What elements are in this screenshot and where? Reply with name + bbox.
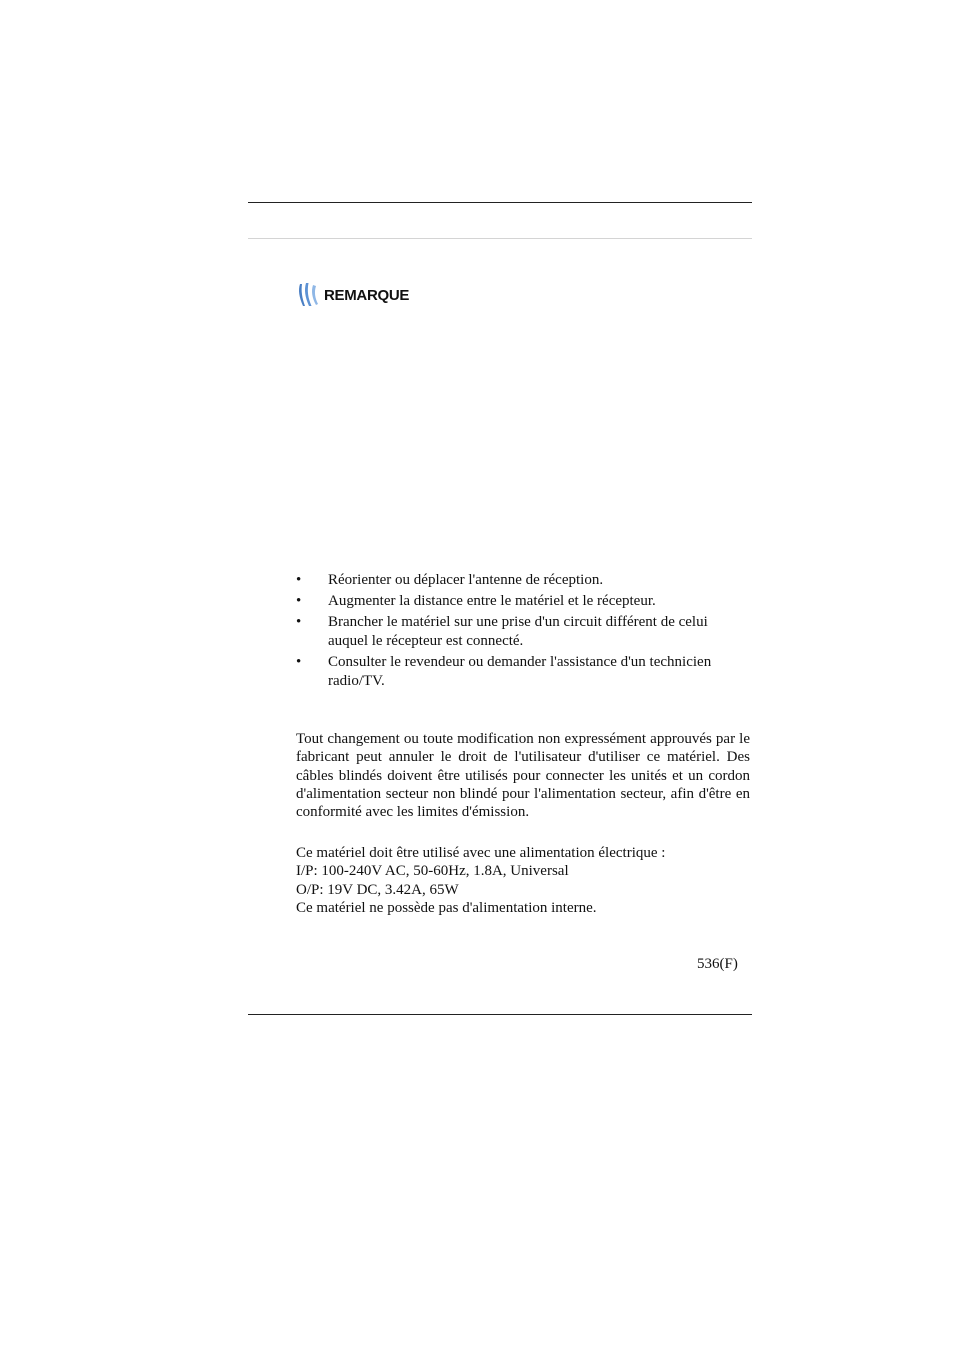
list-item: • Augmenter la distance entre le matériel et le récepteur. [296,592,726,611]
power-supply-block [296,844,750,917]
note-swoosh-icon [297,282,321,308]
header-rule [248,202,752,203]
list-item: • Consulter le revendeur ou demander l'assistance d'un technicien radio/TV. [296,653,726,691]
power-intro: Ce matériel doit être utilisé avec une alimentation électrique : [296,845,666,861]
note-title: REMARQUE [324,286,410,304]
header-thin-rule [248,238,752,239]
note-header [297,282,409,308]
power-output-spec: O/P: 19V DC, 3.42A, 65W [296,881,459,898]
power-internal-note: Ce matériel ne possède pas d'alimentation interne. [296,899,597,916]
list-item: • Réorienter ou déplacer l'antenne de réception. [296,571,726,590]
list-item: • Brancher le matériel sur une prise d'un circuit différent de celui auquel le récepteur est connecté. [296,613,726,651]
footer-rule [248,1014,752,1015]
recommendation-list [296,571,726,693]
modification-warning-paragraph: Tout changement ou toute modification non expressément approuvés par le fabricant peut annuler le droit de l'utilisateur d'utiliser ce matériel. Des câbles blindés doivent être utilisés pour connecter les unités et un cordon d'alimentation secteur non blindé pour l'alimentation secteur, afin d'être en conformité avec les limites d'émission. [296,731,750,821]
power-input-spec: I/P: 100-240V AC, 50-60Hz, 1.8A, Universal [296,863,569,880]
page-number: 536(F) [697,956,738,972]
